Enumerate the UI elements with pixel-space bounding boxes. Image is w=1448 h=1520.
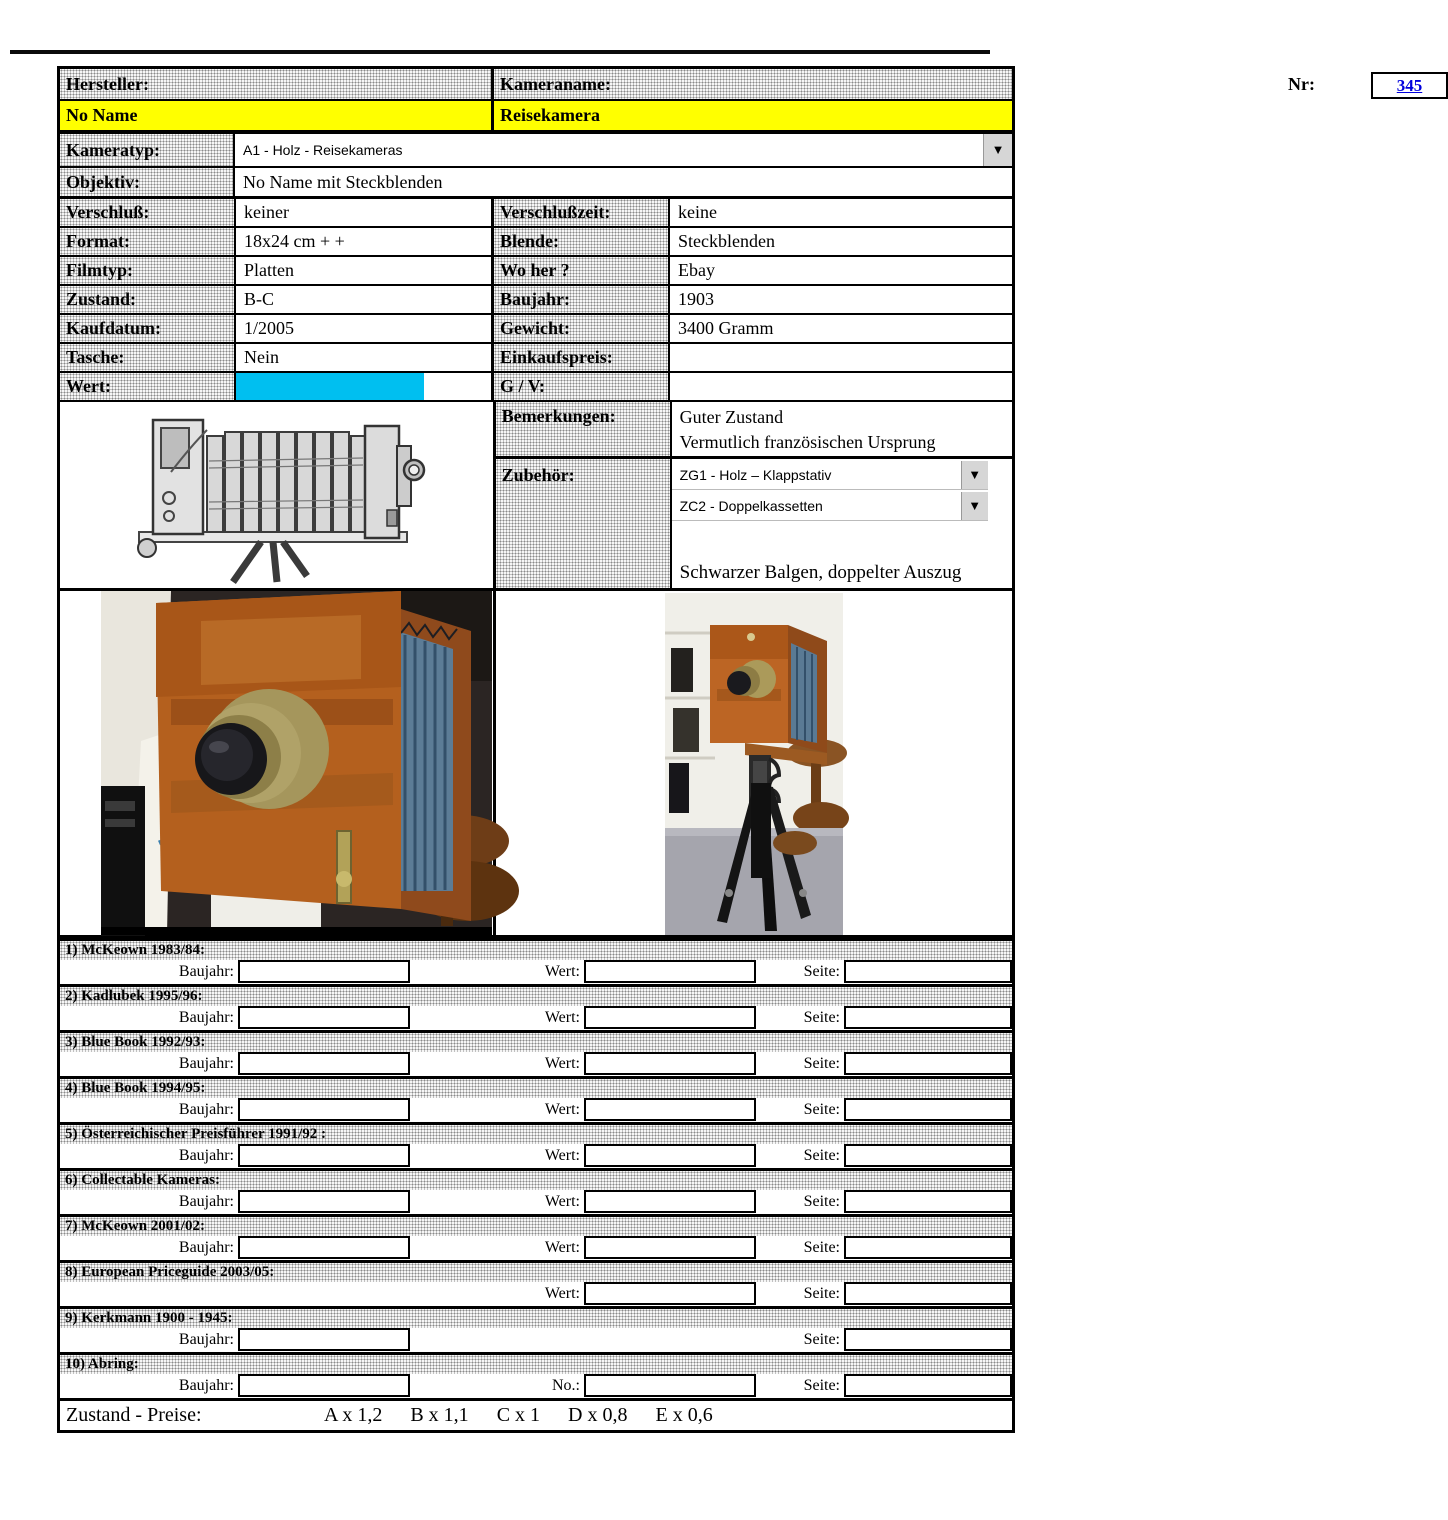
camera-record-form [57,66,1423,1433]
seite-field-label: Seite: [803,1239,840,1256]
woher-value: Ebay [678,260,715,280]
gewicht-label: Gewicht: [500,318,570,338]
zubehoer-value-2: ZC2 - Doppelkassetten [679,498,823,514]
photo-right-cell [496,591,1012,935]
blende-value: Steckblenden [678,231,775,251]
seite-field-label: Seite: [803,1101,840,1118]
kameratyp-row [60,134,1012,168]
woher-label-cell [494,257,670,284]
verschluss-row [60,199,1012,228]
reference-title: 4) Blue Book 1994/95: [60,1079,1012,1098]
photos-row [60,591,1012,941]
seite-field-label: Seite: [803,1055,840,1072]
reference-title: 5) Österreichischer Preisführer 1991/92 : [60,1125,1012,1144]
objektiv-value-field[interactable] [235,168,1012,196]
seite-input-box[interactable] [844,960,1012,983]
kameratyp-value: A1 - Holz - Reisekameras [243,142,403,158]
hersteller-value: No Name [66,105,138,125]
zubehoer-dropdown-1-button[interactable] [961,461,988,489]
wert-field-label: Wert: [544,1239,580,1256]
antique-folding-camera-engraving [111,406,441,584]
baujahr-input-box[interactable] [238,1098,410,1121]
wert-value-area [236,373,491,400]
wert-value-field[interactable] [236,373,424,400]
wert-field-label: Wert: [544,1055,580,1072]
tasche-label: Tasche: [66,347,125,367]
hersteller-label: Hersteller: [66,73,149,94]
verschlusszeit-value: keine [678,202,717,222]
factor-d: D x 0,8 [568,1404,628,1426]
wert-label-cell [60,373,236,400]
reference-entry-8 [60,1263,1012,1309]
wert-field-label: Wert: [544,1193,580,1210]
wert-input-box[interactable] [584,1236,756,1259]
wooden-camera-front-lens-photo [101,591,492,935]
kameraname-label: Kameraname: [500,73,611,94]
condition-prices-label: Zustand - Preise: [66,1404,202,1426]
baujahr-field-label: Baujahr: [178,1377,234,1394]
baujahr-field-label: Baujahr: [178,963,234,980]
seite-input-box[interactable] [844,1282,1012,1305]
verschluss-value: keiner [244,202,289,222]
gv-value-field[interactable] [670,373,1012,400]
filmtyp-value: Platten [244,260,294,280]
zubehoer-dropdown-2[interactable] [672,492,988,521]
chevron-down-icon: ▼ [968,467,982,482]
reference-fields-row [60,1144,1012,1168]
kameratyp-dropdown-button[interactable] [983,134,1012,166]
filmtyp-row [60,257,1012,286]
reference-entry-1 [60,941,1012,987]
reference-title: 2) Kadlubek 1995/96: [60,987,1012,1006]
bemerkungen-label-cell [496,402,672,456]
bemerkungen-line2: Vermutlich französischen Ursprung [679,432,936,452]
woher-value-field[interactable] [670,257,1012,284]
wert-field-label: Wert: [544,1009,580,1026]
baujahr-label-cell [494,286,670,313]
chevron-down-icon: ▼ [991,142,1005,157]
no-input-box[interactable] [584,1374,756,1397]
einkaufspreis-value-field[interactable] [670,344,1012,371]
verschlusszeit-value-field[interactable] [670,199,1012,226]
zubehoer-label: Zubehör: [501,465,575,485]
kameraname-value: Reisekamera [500,105,600,125]
baujahr-field-label: Baujahr: [178,1009,234,1026]
record-number-field[interactable] [1371,72,1448,99]
factor-a: A x 1,2 [324,1404,383,1426]
baujahr-input-box[interactable] [238,1006,410,1029]
reference-entry-10 [60,1355,1012,1401]
seite-field-label: Seite: [803,963,840,980]
einkaufspreis-label-cell [494,344,670,371]
baujahr-field-label: Baujahr: [178,1147,234,1164]
baujahr-input-box[interactable] [238,1374,410,1397]
reference-entry-5 [60,1125,1012,1171]
tasche-row [60,344,1012,373]
bemerkungen-value-field[interactable] [672,402,1012,456]
wert-field-label: Wert: [544,1285,580,1302]
no-field-label: No.: [552,1377,580,1394]
baujahr-field-label: Baujahr: [178,1193,234,1210]
wert-input-box[interactable] [584,1282,756,1305]
media-row [60,402,1012,591]
format-value-field[interactable] [236,228,491,255]
seite-input-box[interactable] [844,1374,1012,1397]
baujahr-field-label: Baujahr: [178,1239,234,1256]
reference-entry-9 [60,1309,1012,1355]
reference-title: 10) Abring: [60,1355,1012,1374]
kameraname-value-cell[interactable] [494,101,1012,130]
wert-row [60,373,1012,402]
baujahr-input-box[interactable] [238,1144,410,1167]
wert-label: Wert: [66,376,111,396]
reference-entry-7 [60,1217,1012,1263]
factor-e: E x 0,6 [655,1404,713,1426]
filmtyp-label: Filmtyp: [66,260,133,280]
wert-field-label: Wert: [544,963,580,980]
kaufdatum-value-field[interactable] [236,315,491,342]
reference-fields-row [60,1006,1012,1030]
seite-input-box[interactable] [844,1098,1012,1121]
condition-prices-row [60,1401,1012,1430]
seite-field-label: Seite: [803,1193,840,1210]
einkaufspreis-label: Einkaufspreis: [500,347,613,367]
baujahr-input-box[interactable] [238,1190,410,1213]
reference-title: 8) European Priceguide 2003/05: [60,1263,1012,1282]
reference-title: 6) Collectable Kameras: [60,1171,1012,1190]
objektiv-row [60,168,1012,199]
wert-field-label: Wert: [544,1147,580,1164]
zustand-row [60,286,1012,315]
gewicht-value-field[interactable] [670,315,1012,342]
reference-fields-row [60,1328,1012,1352]
reference-entry-3 [60,1033,1012,1079]
references-section [60,941,1012,1401]
baujahr-input-box[interactable] [238,960,410,983]
wert-input-box[interactable] [584,1098,756,1121]
kameratyp-label-cell [60,134,235,166]
baujahr-input-box[interactable] [238,1328,410,1351]
seite-field-label: Seite: [803,1285,840,1302]
chevron-down-icon: ▼ [968,498,982,513]
woher-label: Wo her ? [500,260,570,280]
gv-label: G / V: [500,376,546,396]
wert-input-box[interactable] [584,1006,756,1029]
zubehoer-dropdown-1[interactable] [672,461,988,490]
bemerkungen-row [496,402,1012,459]
zustand-value-field[interactable] [236,286,491,313]
format-value: 18x24 cm + + [244,231,345,251]
verschlusszeit-label-cell [494,199,670,226]
gewicht-label-cell [494,315,670,342]
reference-entry-2 [60,987,1012,1033]
filmtyp-value-field[interactable] [236,257,491,284]
seite-field-label: Seite: [803,1147,840,1164]
page-top-rule [10,50,990,54]
factor-c: C x 1 [496,1404,541,1426]
tasche-value-field[interactable] [236,344,491,371]
verschluss-value-field[interactable] [236,199,491,226]
camera-engraving-cell [60,402,496,588]
objektiv-value: No Name mit Steckblenden [243,171,443,192]
seite-field-label: Seite: [803,1009,840,1026]
gewicht-value: 3400 Gramm [678,318,774,338]
format-row [60,228,1012,257]
verschlusszeit-label: Verschlußzeit: [500,202,611,222]
reference-title: 9) Kerkmann 1900 - 1945: [60,1309,1012,1328]
seite-field-label: Seite: [803,1331,840,1348]
kaufdatum-label: Kaufdatum: [66,318,162,338]
kaufdatum-value: 1/2005 [244,318,295,338]
seite-input-box[interactable] [844,1006,1012,1029]
bemerkungen-label: Bemerkungen: [501,406,616,426]
wert-input-box[interactable] [584,960,756,983]
baujahr-value: 1903 [678,289,714,309]
nr-label: Nr: [1288,73,1315,94]
bemerkungen-line1: Guter Zustand [679,407,784,427]
filmtyp-label-cell [60,257,236,284]
reference-fields-row [60,1052,1012,1076]
verschluss-label-cell [60,199,236,226]
factor-b: B x 1,1 [410,1404,469,1426]
blende-label: Blende: [500,231,560,251]
seite-input-box[interactable] [844,1052,1012,1075]
wert-input-box[interactable] [584,1144,756,1167]
seite-field-label: Seite: [803,1377,840,1394]
zubehoer-row [496,459,1012,588]
objektiv-label: Objektiv: [66,171,140,192]
wert-field-label: Wert: [544,1101,580,1118]
baujahr-field-label: Baujahr: [178,1055,234,1072]
seite-input-box[interactable] [844,1236,1012,1259]
header-value-row [60,101,1012,134]
baujahr-input-box[interactable] [238,1236,410,1259]
wert-input-box[interactable] [584,1190,756,1213]
blende-label-cell [494,228,670,255]
zubehoer-note: Schwarzer Balgen, doppelter Auszug [679,562,962,583]
reference-title: 1) McKeown 1983/84: [60,941,1012,960]
header-label-row [60,69,1423,101]
verschluss-label: Verschluß: [66,202,150,222]
tasche-value: Nein [244,347,279,367]
zustand-label-cell [60,286,236,313]
reference-fields-row [60,1098,1012,1122]
zubehoer-value-1: ZG1 - Holz – Klappstativ [679,467,832,483]
hersteller-label-cell [60,69,494,99]
reference-fields-row [60,1282,1012,1306]
kameratyp-dropdown[interactable] [235,134,1012,166]
record-number-link[interactable]: 345 [1396,75,1423,95]
kameraname-label-cell [494,69,1423,99]
reference-fields-row [60,960,1012,984]
baujahr-field-label: Baujahr: [178,1101,234,1118]
baujahr-field-label: Baujahr: [178,1331,234,1348]
reference-title: 3) Blue Book 1992/93: [60,1033,1012,1052]
blende-value-field[interactable] [670,228,1012,255]
wooden-camera-on-tripod-photo [665,593,843,935]
objektiv-label-cell [60,168,235,196]
format-label-cell [60,228,236,255]
reference-entry-6 [60,1171,1012,1217]
seite-input-box[interactable] [844,1328,1012,1351]
reference-title: 7) McKeown 2001/02: [60,1217,1012,1236]
reference-fields-row [60,1236,1012,1260]
notes-accessories-cell [496,402,1012,588]
hersteller-value-cell[interactable] [60,101,494,130]
wert-input-box[interactable] [584,1052,756,1075]
baujahr-label: Baujahr: [500,289,571,309]
reference-fields-row [60,1374,1012,1398]
kaufdatum-row [60,315,1012,344]
photo-left-cell [60,591,496,935]
zubehoer-value-area [672,459,1012,588]
seite-input-box[interactable] [844,1190,1012,1213]
seite-input-box[interactable] [844,1144,1012,1167]
kaufdatum-label-cell [60,315,236,342]
kameratyp-label: Kameratyp: [66,139,160,160]
zubehoer-dropdown-2-button[interactable] [961,492,988,520]
reference-fields-row [60,1190,1012,1214]
zustand-value: B-C [244,289,275,309]
baujahr-value-field[interactable] [670,286,1012,313]
tasche-label-cell [60,344,236,371]
format-label: Format: [66,231,130,251]
baujahr-input-box[interactable] [238,1052,410,1075]
reference-entry-4 [60,1079,1012,1125]
gv-label-cell [494,373,670,400]
zubehoer-label-cell [496,459,672,588]
zustand-label: Zustand: [66,289,137,309]
